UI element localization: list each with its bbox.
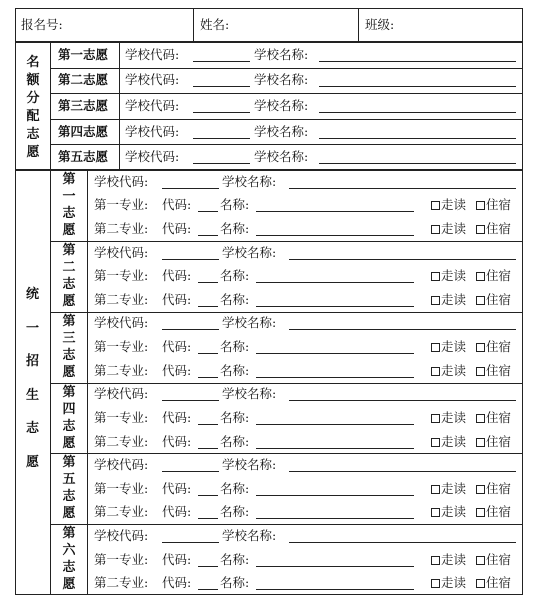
major-code-label: 代码: xyxy=(162,197,192,213)
school-name-field[interactable] xyxy=(319,138,516,139)
school-code-label: 学校代码: xyxy=(125,149,180,165)
major-code-label: 代码: xyxy=(162,291,192,307)
major-name-field[interactable] xyxy=(256,282,414,283)
major-name-field[interactable] xyxy=(256,353,414,354)
major-code-field[interactable] xyxy=(198,353,218,354)
unified-section-label-char: 统 xyxy=(26,287,40,302)
checkbox-label: 走读 xyxy=(441,362,467,378)
school-name-label: 学校名称: xyxy=(222,244,277,260)
checkbox-icon[interactable] xyxy=(476,438,485,447)
commute-checkbox[interactable] xyxy=(431,434,466,450)
commute-checkbox[interactable] xyxy=(431,410,466,426)
name-label: 姓名: xyxy=(200,17,230,32)
major-name-label: 名称: xyxy=(220,575,250,591)
second-major-label: 第二专业: xyxy=(94,504,149,520)
checkbox-icon[interactable] xyxy=(476,272,485,281)
second-major-label: 第二专业: xyxy=(94,575,149,591)
school-name-label: 学校名称: xyxy=(222,386,277,402)
checkbox-icon[interactable] xyxy=(431,296,440,305)
second-major-label: 第二专业: xyxy=(94,221,149,237)
school-name-field[interactable] xyxy=(289,471,516,472)
major-code-label: 代码: xyxy=(162,551,192,567)
major-code-label: 代码: xyxy=(162,480,192,496)
major-name-field[interactable] xyxy=(256,589,414,590)
major-code-label: 代码: xyxy=(162,221,192,237)
major-name-label: 名称: xyxy=(220,433,250,449)
unified-section-label-char: 志 xyxy=(26,421,40,436)
school-name-field[interactable] xyxy=(319,61,516,62)
checkbox-icon[interactable] xyxy=(476,414,485,423)
checkbox-icon[interactable] xyxy=(431,438,440,447)
major-code-field[interactable] xyxy=(198,306,218,307)
checkbox-icon[interactable] xyxy=(476,556,485,565)
checkbox-label: 住宿 xyxy=(486,480,512,496)
checkbox-label: 走读 xyxy=(441,480,467,496)
checkbox-icon[interactable] xyxy=(476,343,485,352)
major-name-field[interactable] xyxy=(256,424,414,425)
major-code-field[interactable] xyxy=(198,282,218,283)
checkbox-icon[interactable] xyxy=(431,225,440,234)
school-name-label: 学校名称: xyxy=(222,457,277,473)
school-code-field[interactable] xyxy=(193,138,250,139)
commute-checkbox[interactable] xyxy=(431,221,466,237)
checkbox-icon[interactable] xyxy=(431,367,440,376)
checkbox-label: 住宿 xyxy=(486,339,512,355)
unified-section-label-char: 招 xyxy=(26,354,40,369)
major-name-label: 名称: xyxy=(220,197,250,213)
checkbox-label: 住宿 xyxy=(486,433,512,449)
school-code-label: 学校代码: xyxy=(94,244,149,260)
major-name-field[interactable] xyxy=(256,495,414,496)
checkbox-label: 走读 xyxy=(441,504,467,520)
board-checkbox[interactable] xyxy=(476,268,511,284)
school-code-label: 学校代码: xyxy=(125,98,180,113)
major-name-label: 名称: xyxy=(220,551,250,567)
checkbox-label: 走读 xyxy=(441,575,467,591)
second-major-label: 第二专业: xyxy=(94,291,149,307)
allocation-choice-label: 第二志愿 xyxy=(58,72,109,88)
unified-choice-label: 第二志愿 xyxy=(62,242,76,309)
board-checkbox[interactable] xyxy=(476,197,511,213)
school-name-label: 学校名称: xyxy=(254,149,309,165)
first-major-label: 第一专业: xyxy=(94,197,149,213)
school-name-field[interactable] xyxy=(319,163,516,164)
first-major-label: 第一专业: xyxy=(94,268,149,284)
checkbox-label: 住宿 xyxy=(486,362,512,378)
school-code-field[interactable] xyxy=(162,400,219,401)
school-code-label: 学校代码: xyxy=(94,173,149,189)
major-name-label: 名称: xyxy=(220,339,250,355)
board-checkbox[interactable] xyxy=(476,292,511,308)
school-code-label: 学校代码: xyxy=(94,315,149,331)
second-major-label: 第二专业: xyxy=(94,362,149,378)
school-code-label: 学校代码: xyxy=(94,457,149,473)
checkbox-icon[interactable] xyxy=(476,508,485,517)
unified-choice-label: 第五志愿 xyxy=(62,455,76,522)
checkbox-label: 走读 xyxy=(441,339,467,355)
school-code-field[interactable] xyxy=(162,188,219,189)
school-name-label: 学校名称: xyxy=(254,72,309,88)
school-code-field[interactable] xyxy=(162,329,219,330)
board-checkbox[interactable] xyxy=(476,434,511,450)
major-code-field[interactable] xyxy=(198,518,218,519)
school-name-label: 学校名称: xyxy=(254,46,309,62)
school-name-field[interactable] xyxy=(319,112,516,113)
commute-checkbox[interactable] xyxy=(431,575,466,591)
unified-choice-label: 第三志愿 xyxy=(62,313,76,380)
allocation-choice-label: 第五志愿 xyxy=(58,149,109,165)
board-checkbox[interactable] xyxy=(476,363,511,379)
unified-choice-label: 第四志愿 xyxy=(62,384,76,451)
school-name-label: 学校名称: xyxy=(222,315,277,331)
row-divider xyxy=(50,93,523,94)
major-code-label: 代码: xyxy=(162,339,192,355)
first-major-label: 第一专业: xyxy=(94,339,149,355)
unified-section-label-char: 愿 xyxy=(26,454,40,470)
major-code-label: 代码: xyxy=(162,268,192,284)
checkbox-icon[interactable] xyxy=(476,367,485,376)
checkbox-label: 住宿 xyxy=(486,575,512,591)
school-name-field[interactable] xyxy=(289,259,516,260)
row-divider xyxy=(50,144,523,145)
checkbox-icon[interactable] xyxy=(476,579,485,588)
group-divider xyxy=(50,383,523,384)
class-label: 班级: xyxy=(365,17,395,32)
checkbox-icon[interactable] xyxy=(431,343,440,352)
row-divider xyxy=(50,119,523,120)
first-major-label: 第一专业: xyxy=(94,551,149,567)
group-divider xyxy=(50,453,523,454)
checkbox-icon[interactable] xyxy=(431,556,440,565)
unified-choice-label: 第一志愿 xyxy=(62,172,76,238)
unified-choice-label: 第六志愿 xyxy=(62,526,76,593)
school-name-label: 学校名称: xyxy=(254,123,309,139)
school-code-field[interactable] xyxy=(193,86,250,87)
major-name-field[interactable] xyxy=(256,377,414,378)
checkbox-label: 住宿 xyxy=(486,504,512,520)
major-name-label: 名称: xyxy=(220,504,250,520)
major-name-label: 名称: xyxy=(220,362,250,378)
checkbox-label: 走读 xyxy=(441,433,467,449)
major-name-field[interactable] xyxy=(256,306,414,307)
major-name-label: 名称: xyxy=(220,291,250,307)
commute-checkbox[interactable] xyxy=(431,552,466,568)
checkbox-icon[interactable] xyxy=(431,508,440,517)
unified-section-label-char: 一 xyxy=(26,320,40,336)
major-code-field[interactable] xyxy=(198,495,218,496)
board-checkbox[interactable] xyxy=(476,339,511,355)
checkbox-label: 走读 xyxy=(441,291,467,307)
checkbox-label: 住宿 xyxy=(486,409,512,425)
commute-checkbox[interactable] xyxy=(431,363,466,379)
checkbox-icon[interactable] xyxy=(431,485,440,494)
major-name-label: 名称: xyxy=(220,268,250,284)
school-code-field[interactable] xyxy=(162,542,219,543)
first-major-label: 第一专业: xyxy=(94,480,149,496)
commute-checkbox[interactable] xyxy=(431,197,466,213)
board-checkbox[interactable] xyxy=(476,504,511,520)
major-code-field[interactable] xyxy=(198,377,218,378)
school-code-field[interactable] xyxy=(162,471,219,472)
checkbox-icon[interactable] xyxy=(476,201,485,210)
first-major-label: 第一专业: xyxy=(94,409,149,425)
checkbox-label: 走读 xyxy=(441,197,467,213)
allocation-choice-label: 第四志愿 xyxy=(58,123,109,139)
major-code-label: 代码: xyxy=(162,504,192,520)
major-code-label: 代码: xyxy=(162,575,192,591)
school-code-label: 学校代码: xyxy=(94,527,149,543)
group-divider xyxy=(50,241,523,242)
group-divider xyxy=(50,312,523,313)
checkbox-icon[interactable] xyxy=(431,579,440,588)
major-code-label: 代码: xyxy=(162,362,192,378)
school-name-field[interactable] xyxy=(289,400,516,401)
major-code-field[interactable] xyxy=(198,424,218,425)
allocation-choice-label: 第一志愿 xyxy=(58,46,109,62)
second-major-label: 第二专业: xyxy=(94,433,149,449)
reg-no-label: 报名号: xyxy=(21,17,63,32)
major-code-label: 代码: xyxy=(162,433,192,449)
checkbox-label: 走读 xyxy=(441,268,467,284)
commute-checkbox[interactable] xyxy=(431,481,466,497)
major-code-field[interactable] xyxy=(198,566,218,567)
school-name-label: 学校名称: xyxy=(222,527,277,543)
allocation-section-label: 名额分配志愿 xyxy=(26,55,40,160)
major-name-field[interactable] xyxy=(256,566,414,567)
checkbox-label: 住宿 xyxy=(486,268,512,284)
school-code-field[interactable] xyxy=(193,163,250,164)
board-checkbox[interactable] xyxy=(476,552,511,568)
major-code-field[interactable] xyxy=(198,211,218,212)
major-name-label: 名称: xyxy=(220,221,250,237)
allocation-choice-label: 第三志愿 xyxy=(58,98,109,113)
major-name-field[interactable] xyxy=(256,211,414,212)
school-name-label: 学校名称: xyxy=(254,98,309,113)
school-name-field[interactable] xyxy=(289,329,516,330)
board-checkbox[interactable] xyxy=(476,575,511,591)
checkbox-label: 走读 xyxy=(441,409,467,425)
board-checkbox[interactable] xyxy=(476,481,511,497)
checkbox-icon[interactable] xyxy=(431,272,440,281)
school-code-field[interactable] xyxy=(193,61,250,62)
row-divider xyxy=(50,68,523,69)
checkbox-label: 住宿 xyxy=(486,197,512,213)
checkbox-icon[interactable] xyxy=(476,485,485,494)
board-checkbox[interactable] xyxy=(476,410,511,426)
commute-checkbox[interactable] xyxy=(431,504,466,520)
major-code-field[interactable] xyxy=(198,448,218,449)
checkbox-icon[interactable] xyxy=(476,296,485,305)
major-code-field[interactable] xyxy=(198,589,218,590)
board-checkbox[interactable] xyxy=(476,221,511,237)
major-code-label: 代码: xyxy=(162,409,192,425)
checkbox-label: 住宿 xyxy=(486,221,512,237)
checkbox-label: 住宿 xyxy=(486,551,512,567)
group-divider xyxy=(50,524,523,525)
school-code-field[interactable] xyxy=(162,259,219,260)
school-name-field[interactable] xyxy=(289,542,516,543)
major-name-label: 名称: xyxy=(220,480,250,496)
commute-checkbox[interactable] xyxy=(431,268,466,284)
checkbox-icon[interactable] xyxy=(431,201,440,210)
checkbox-label: 住宿 xyxy=(486,291,512,307)
commute-checkbox[interactable] xyxy=(431,292,466,308)
school-code-label: 学校代码: xyxy=(125,72,180,88)
unified-section-label-char: 生 xyxy=(26,387,40,403)
school-code-label: 学校代码: xyxy=(125,123,180,139)
major-name-field[interactable] xyxy=(256,518,414,519)
major-name-label: 名称: xyxy=(220,409,250,425)
checkbox-label: 走读 xyxy=(441,551,467,567)
major-name-field[interactable] xyxy=(256,235,414,236)
school-code-label: 学校代码: xyxy=(125,46,180,62)
school-code-field[interactable] xyxy=(193,112,250,113)
major-name-field[interactable] xyxy=(256,448,414,449)
major-code-field[interactable] xyxy=(198,235,218,236)
commute-checkbox[interactable] xyxy=(431,339,466,355)
checkbox-icon[interactable] xyxy=(431,414,440,423)
header-row xyxy=(15,8,523,42)
school-name-label: 学校名称: xyxy=(222,173,277,189)
school-name-field[interactable] xyxy=(319,86,516,87)
checkbox-label: 走读 xyxy=(441,221,467,237)
school-name-field[interactable] xyxy=(289,188,516,189)
checkbox-icon[interactable] xyxy=(476,225,485,234)
school-code-label: 学校代码: xyxy=(94,386,149,402)
